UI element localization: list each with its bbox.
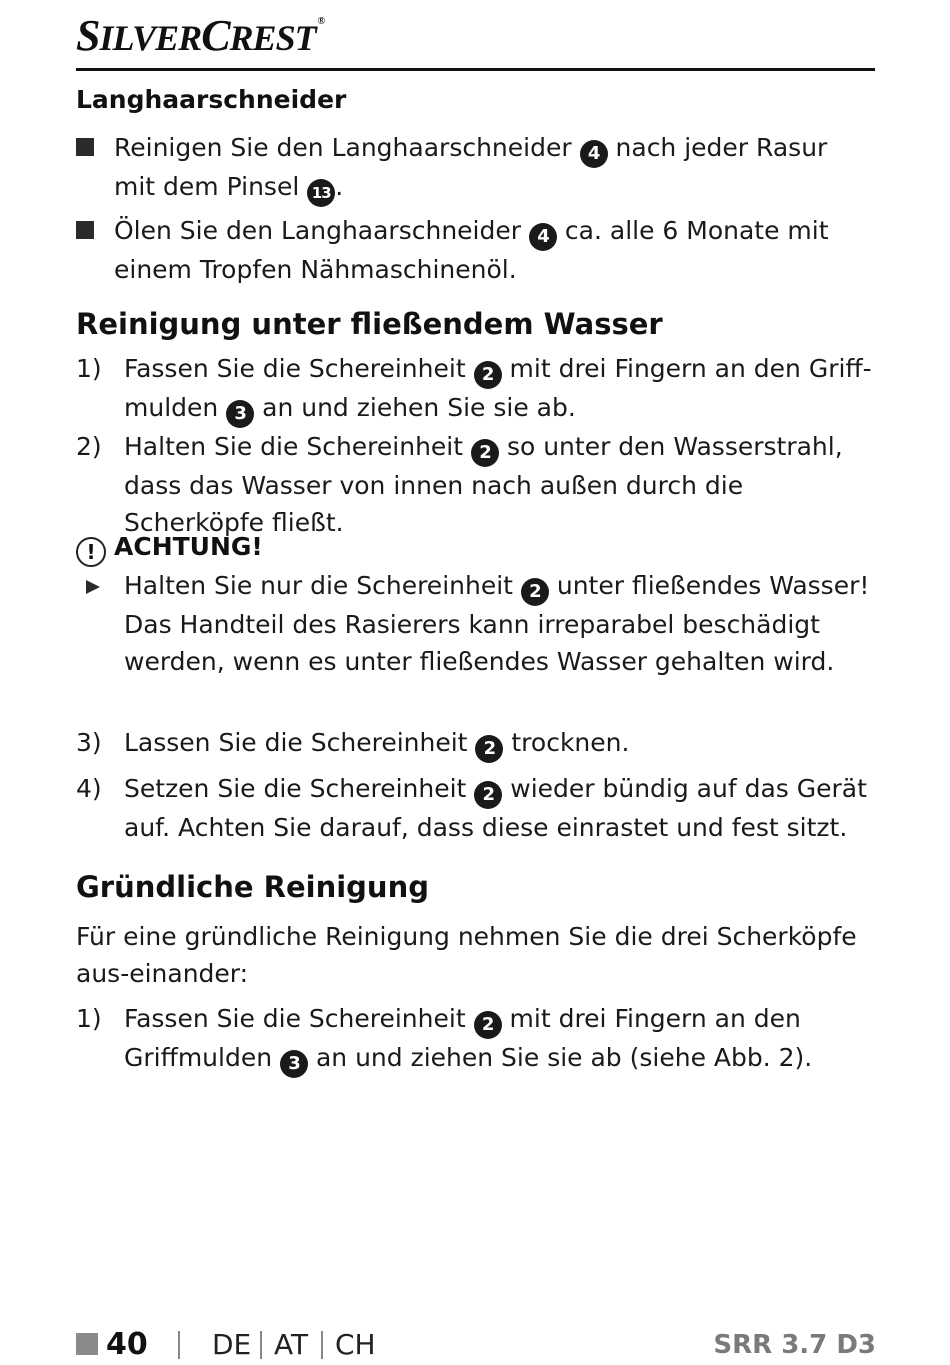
intro-paragraph: Für eine gründliche Reinigung nehmen Sie die drei Scherköpfe aus-einander:	[76, 922, 857, 988]
step-text: Fassen Sie die Schereinheit 2 mit drei Fingern an den Griff-mulden 3 an und ziehen Sie sie ab.	[124, 350, 876, 428]
exclamation-icon: !	[76, 537, 106, 567]
language-code: DE	[212, 1328, 252, 1361]
footer-square-icon	[76, 1333, 98, 1355]
reference-badge: 2	[474, 361, 502, 389]
numbered-step	[76, 428, 876, 537]
reference-badge: 3	[280, 1050, 308, 1078]
reference-badge: 2	[521, 578, 549, 606]
warning-text: Halten Sie nur die Schereinheit 2 unter fließendes Wasser! Das Handteil des Rasierers kann irreparabel beschädigt werden, wenn es unter fließendes Wasser gehalten wird.	[124, 571, 870, 676]
reference-badge: 4	[580, 140, 608, 168]
page-number: 40	[106, 1327, 148, 1362]
model-number: SRR 3.7 D3	[713, 1330, 876, 1360]
section-heading-langhaarschneider: Langhaarschneider	[76, 85, 347, 114]
warning-item	[76, 567, 876, 678]
section-heading-gruendlich: Gründliche Reinigung	[76, 870, 429, 904]
step-number: 3)	[76, 728, 102, 757]
header-rule	[76, 68, 875, 71]
reference-badge: 4	[529, 223, 557, 251]
step-text: Fassen Sie die Schereinheit 2 mit drei Fingern an den Griffmulden 3 an und ziehen Sie sie ab (siehe Abb. 2).	[124, 1000, 876, 1078]
footer-divider	[178, 1331, 180, 1359]
step-number: 1)	[76, 354, 102, 383]
list-item-text: Reinigen Sie den Langhaarschneider 4 nach jeder Rasur mit dem Pinsel 13 .	[114, 129, 876, 207]
reference-badge: 2	[474, 1011, 502, 1039]
step-text: Halten Sie die Schereinheit 2 so unter den Wasserstrahl, dass das Wasser von innen nach außen durch die Scherköpfe fließt.	[124, 432, 843, 537]
section-heading-wasser: Reinigung unter fließendem Wasser	[76, 307, 663, 341]
language-code: AT	[274, 1328, 309, 1361]
reference-badge: 2	[471, 439, 499, 467]
brand-logo: SILVERCREST ®	[76, 11, 325, 60]
square-bullet-icon	[76, 129, 94, 166]
numbered-step	[76, 350, 876, 424]
warning-heading: ! ACHTUNG!	[76, 534, 263, 567]
step-text: Setzen Sie die Schereinheit 2 wieder bündig auf das Gerät auf. Achten Sie darauf, dass diese einrastet und fest sitzt.	[124, 774, 867, 842]
reference-badge: 3	[226, 400, 254, 428]
reference-badge: 2	[474, 781, 502, 809]
list-item	[76, 129, 876, 203]
arrow-bullet-icon	[76, 567, 100, 604]
step-number: 4)	[76, 774, 102, 803]
step-number: 2)	[76, 432, 102, 461]
reference-badge: 2	[475, 735, 503, 763]
step-text: Lassen Sie die Schereinheit 2 trocknen.	[124, 724, 876, 763]
page-footer	[76, 1327, 876, 1363]
reference-badge: 13	[307, 179, 335, 207]
numbered-step	[76, 770, 876, 844]
numbered-step	[76, 724, 876, 761]
language-code: CH	[335, 1328, 376, 1361]
step-number: 1)	[76, 1004, 102, 1033]
list-item	[76, 212, 876, 286]
footer-divider	[260, 1331, 262, 1359]
list-item-text: Ölen Sie den Langhaarschneider 4 ca. alle 6 Monate mit einem Tropfen Nähmaschinenöl.	[114, 216, 829, 284]
numbered-step	[76, 1000, 876, 1074]
footer-divider	[321, 1331, 323, 1359]
square-bullet-icon	[76, 212, 94, 249]
